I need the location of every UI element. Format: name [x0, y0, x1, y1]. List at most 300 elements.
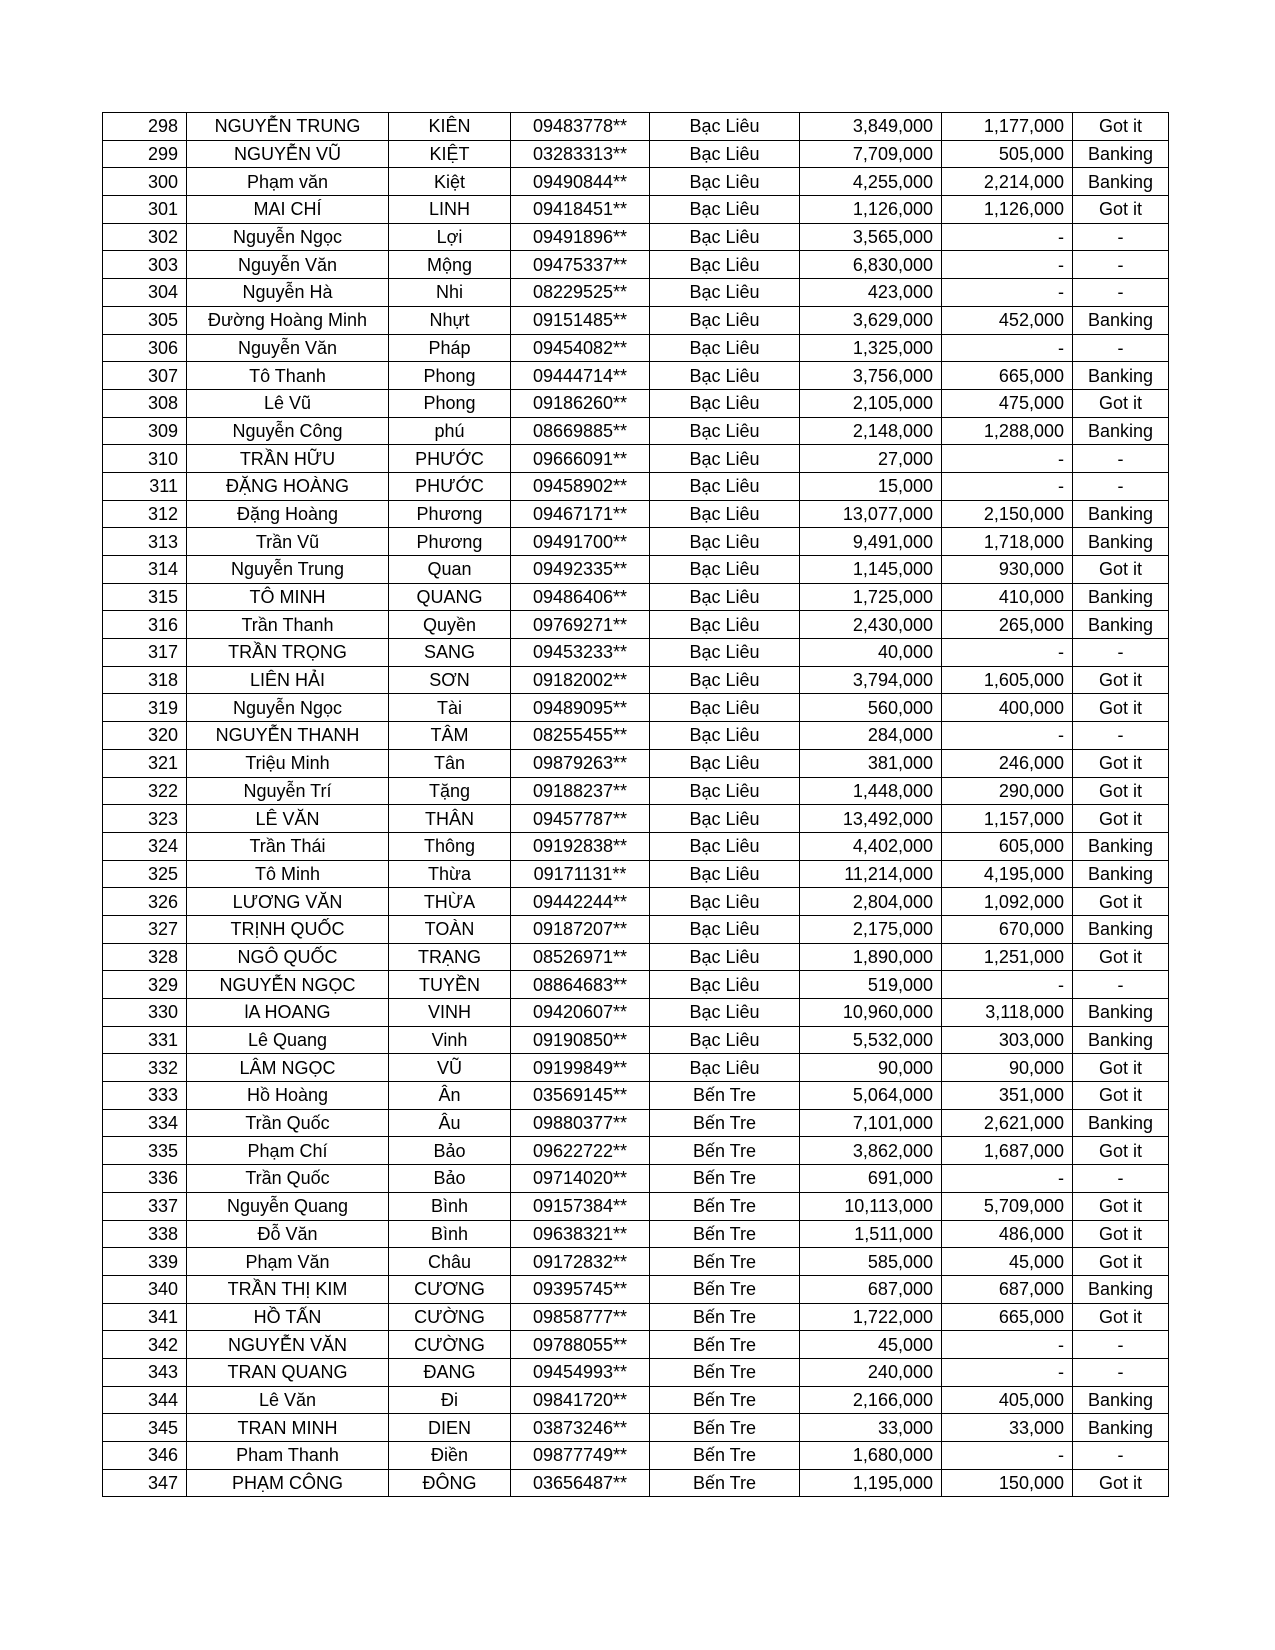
table-row	[103, 1082, 1169, 1110]
row-number-cell: 298	[103, 113, 187, 141]
table-row	[103, 362, 1169, 390]
method-cell: Banking	[1073, 362, 1169, 390]
province-cell: Bến Tre	[650, 1165, 800, 1193]
last-name-cell: Lê Văn	[187, 1386, 389, 1414]
first-name-cell: Đi	[389, 1386, 511, 1414]
paid-cell: 1,605,000	[942, 666, 1073, 694]
province-cell: Bến Tre	[650, 1137, 800, 1165]
row-number-cell: 334	[103, 1109, 187, 1137]
amount-cell: 7,101,000	[800, 1109, 942, 1137]
first-name-cell: VŨ	[389, 1054, 511, 1082]
row-number-cell: 301	[103, 196, 187, 224]
first-name-cell: Pháp	[389, 334, 511, 362]
last-name-cell: Trần Thái	[187, 832, 389, 860]
paid-cell: 1,251,000	[942, 943, 1073, 971]
amount-cell: 585,000	[800, 1248, 942, 1276]
row-number-cell: 303	[103, 251, 187, 279]
amount-cell: 3,849,000	[800, 113, 942, 141]
first-name-cell: Kiệt	[389, 168, 511, 196]
last-name-cell: NGÔ QUỐC	[187, 943, 389, 971]
amount-cell: 1,680,000	[800, 1442, 942, 1470]
table-row	[103, 1331, 1169, 1359]
first-name-cell: phú	[389, 417, 511, 445]
amount-cell: 1,890,000	[800, 943, 942, 971]
phone-cell: 09395745**	[511, 1275, 650, 1303]
first-name-cell: SƠN	[389, 666, 511, 694]
method-cell: -	[1073, 279, 1169, 307]
phone-cell: 08864683**	[511, 971, 650, 999]
row-number-cell: 329	[103, 971, 187, 999]
paid-cell: 1,177,000	[942, 113, 1073, 141]
phone-cell: 09186260**	[511, 389, 650, 417]
method-cell: Got it	[1073, 1054, 1169, 1082]
method-cell: -	[1073, 472, 1169, 500]
method-cell: Banking	[1073, 500, 1169, 528]
first-name-cell: Châu	[389, 1248, 511, 1276]
first-name-cell: CƯỜNG	[389, 1303, 511, 1331]
last-name-cell: PHẠM CÔNG	[187, 1469, 389, 1497]
province-cell: Bạc Liêu	[650, 389, 800, 417]
method-cell: Banking	[1073, 528, 1169, 556]
last-name-cell: LƯƠNG VĂN	[187, 888, 389, 916]
phone-cell: 03656487**	[511, 1469, 650, 1497]
phone-cell: 09418451**	[511, 196, 650, 224]
method-cell: Got it	[1073, 1303, 1169, 1331]
table-row	[103, 1469, 1169, 1497]
last-name-cell: Đặng Hoàng	[187, 500, 389, 528]
row-number-cell: 335	[103, 1137, 187, 1165]
table-row	[103, 1054, 1169, 1082]
row-number-cell: 347	[103, 1469, 187, 1497]
method-cell: Banking	[1073, 611, 1169, 639]
table-row	[103, 805, 1169, 833]
last-name-cell: TRẦN THỊ KIM	[187, 1275, 389, 1303]
last-name-cell: Nguyễn Trí	[187, 777, 389, 805]
province-cell: Bạc Liêu	[650, 556, 800, 584]
paid-cell: -	[942, 1331, 1073, 1359]
paid-cell: 1,126,000	[942, 196, 1073, 224]
method-cell: Banking	[1073, 832, 1169, 860]
paid-cell: 1,157,000	[942, 805, 1073, 833]
amount-cell: 560,000	[800, 694, 942, 722]
amount-cell: 2,430,000	[800, 611, 942, 639]
phone-cell: 09192838**	[511, 832, 650, 860]
amount-cell: 6,830,000	[800, 251, 942, 279]
table-row	[103, 1303, 1169, 1331]
method-cell: -	[1073, 1165, 1169, 1193]
paid-cell: 90,000	[942, 1054, 1073, 1082]
phone-cell: 09171131**	[511, 860, 650, 888]
first-name-cell: QUANG	[389, 583, 511, 611]
method-cell: Got it	[1073, 777, 1169, 805]
phone-cell: 09151485**	[511, 306, 650, 334]
last-name-cell: Nguyễn Ngọc	[187, 694, 389, 722]
province-cell: Bạc Liêu	[650, 583, 800, 611]
last-name-cell: TRỊNH QUỐC	[187, 915, 389, 943]
last-name-cell: Đỗ Văn	[187, 1220, 389, 1248]
method-cell: Got it	[1073, 1082, 1169, 1110]
method-cell: Got it	[1073, 1469, 1169, 1497]
phone-cell: 09492335**	[511, 556, 650, 584]
table-row	[103, 140, 1169, 168]
row-number-cell: 339	[103, 1248, 187, 1276]
province-cell: Bạc Liêu	[650, 223, 800, 251]
phone-cell: 09491700**	[511, 528, 650, 556]
row-number-cell: 308	[103, 389, 187, 417]
row-number-cell: 300	[103, 168, 187, 196]
last-name-cell: Nguyễn Trung	[187, 556, 389, 584]
table-row	[103, 999, 1169, 1027]
table-row	[103, 639, 1169, 667]
first-name-cell: PHƯỚC	[389, 472, 511, 500]
amount-cell: 1,126,000	[800, 196, 942, 224]
first-name-cell: VINH	[389, 999, 511, 1027]
last-name-cell: Đường Hoàng Minh	[187, 306, 389, 334]
first-name-cell: Tân	[389, 749, 511, 777]
table-body	[103, 113, 1169, 1497]
method-cell: Got it	[1073, 113, 1169, 141]
first-name-cell: Mộng	[389, 251, 511, 279]
paid-cell: -	[942, 279, 1073, 307]
paid-cell: 2,150,000	[942, 500, 1073, 528]
table-row	[103, 251, 1169, 279]
paid-cell: -	[942, 472, 1073, 500]
method-cell: Banking	[1073, 1026, 1169, 1054]
first-name-cell: Ân	[389, 1082, 511, 1110]
last-name-cell: Trần Vũ	[187, 528, 389, 556]
amount-cell: 4,255,000	[800, 168, 942, 196]
first-name-cell: ĐÔNG	[389, 1469, 511, 1497]
amount-cell: 45,000	[800, 1331, 942, 1359]
province-cell: Bạc Liêu	[650, 639, 800, 667]
amount-cell: 40,000	[800, 639, 942, 667]
last-name-cell: TRAN QUANG	[187, 1358, 389, 1386]
first-name-cell: KIỆT	[389, 140, 511, 168]
amount-cell: 1,195,000	[800, 1469, 942, 1497]
province-cell: Bạc Liêu	[650, 196, 800, 224]
table-row	[103, 749, 1169, 777]
method-cell: Banking	[1073, 1386, 1169, 1414]
paid-cell: 400,000	[942, 694, 1073, 722]
paid-cell: 303,000	[942, 1026, 1073, 1054]
phone-cell: 09182002**	[511, 666, 650, 694]
table-row	[103, 943, 1169, 971]
phone-cell: 09199849**	[511, 1054, 650, 1082]
row-number-cell: 331	[103, 1026, 187, 1054]
table-row	[103, 583, 1169, 611]
amount-cell: 1,448,000	[800, 777, 942, 805]
last-name-cell: LIÊN HẢI	[187, 666, 389, 694]
table-row	[103, 1165, 1169, 1193]
table-row	[103, 1109, 1169, 1137]
amount-cell: 1,325,000	[800, 334, 942, 362]
province-cell: Bạc Liêu	[650, 362, 800, 390]
method-cell: Got it	[1073, 1248, 1169, 1276]
last-name-cell: Pham Thanh	[187, 1442, 389, 1470]
amount-cell: 1,722,000	[800, 1303, 942, 1331]
phone-cell: 09841720**	[511, 1386, 650, 1414]
last-name-cell: Lê Vũ	[187, 389, 389, 417]
amount-cell: 27,000	[800, 445, 942, 473]
row-number-cell: 341	[103, 1303, 187, 1331]
table-row	[103, 334, 1169, 362]
row-number-cell: 330	[103, 999, 187, 1027]
table-row	[103, 1414, 1169, 1442]
last-name-cell: Phạm Chí	[187, 1137, 389, 1165]
paid-cell: 2,621,000	[942, 1109, 1073, 1137]
last-name-cell: Triệu Minh	[187, 749, 389, 777]
last-name-cell: Nguyễn Ngọc	[187, 223, 389, 251]
last-name-cell: Hồ Hoàng	[187, 1082, 389, 1110]
method-cell: Banking	[1073, 999, 1169, 1027]
table-row	[103, 417, 1169, 445]
paid-cell: 410,000	[942, 583, 1073, 611]
amount-cell: 4,402,000	[800, 832, 942, 860]
paid-cell: 475,000	[942, 389, 1073, 417]
table-row	[103, 1442, 1169, 1470]
first-name-cell: Thông	[389, 832, 511, 860]
last-name-cell: Trần Quốc	[187, 1165, 389, 1193]
row-number-cell: 322	[103, 777, 187, 805]
first-name-cell: Điền	[389, 1442, 511, 1470]
table-row	[103, 888, 1169, 916]
amount-cell: 10,960,000	[800, 999, 942, 1027]
table-row	[103, 1137, 1169, 1165]
table-row	[103, 113, 1169, 141]
row-number-cell: 311	[103, 472, 187, 500]
row-number-cell: 321	[103, 749, 187, 777]
phone-cell: 09187207**	[511, 915, 650, 943]
paid-cell: -	[942, 639, 1073, 667]
amount-cell: 11,214,000	[800, 860, 942, 888]
first-name-cell: Bình	[389, 1192, 511, 1220]
method-cell: Banking	[1073, 860, 1169, 888]
row-number-cell: 320	[103, 722, 187, 750]
row-number-cell: 332	[103, 1054, 187, 1082]
province-cell: Bến Tre	[650, 1386, 800, 1414]
row-number-cell: 328	[103, 943, 187, 971]
province-cell: Bạc Liêu	[650, 915, 800, 943]
last-name-cell: Trần Thanh	[187, 611, 389, 639]
phone-cell: 09769271**	[511, 611, 650, 639]
row-number-cell: 336	[103, 1165, 187, 1193]
province-cell: Bạc Liêu	[650, 777, 800, 805]
paid-cell: 1,288,000	[942, 417, 1073, 445]
last-name-cell: Lê Quang	[187, 1026, 389, 1054]
method-cell: Got it	[1073, 1137, 1169, 1165]
method-cell: Got it	[1073, 556, 1169, 584]
last-name-cell: ĐẶNG HOÀNG	[187, 472, 389, 500]
last-name-cell: LÊ VĂN	[187, 805, 389, 833]
phone-cell: 09157384**	[511, 1192, 650, 1220]
amount-cell: 10,113,000	[800, 1192, 942, 1220]
last-name-cell: Tô Minh	[187, 860, 389, 888]
amount-cell: 2,804,000	[800, 888, 942, 916]
paid-cell: 930,000	[942, 556, 1073, 584]
method-cell: Banking	[1073, 140, 1169, 168]
province-cell: Bạc Liêu	[650, 113, 800, 141]
row-number-cell: 325	[103, 860, 187, 888]
amount-cell: 3,794,000	[800, 666, 942, 694]
province-cell: Bạc Liêu	[650, 528, 800, 556]
province-cell: Bạc Liêu	[650, 832, 800, 860]
method-cell: -	[1073, 971, 1169, 999]
amount-cell: 5,064,000	[800, 1082, 942, 1110]
phone-cell: 09188237**	[511, 777, 650, 805]
row-number-cell: 314	[103, 556, 187, 584]
paid-cell: 486,000	[942, 1220, 1073, 1248]
phone-cell: 09454993**	[511, 1358, 650, 1386]
province-cell: Bến Tre	[650, 1303, 800, 1331]
phone-cell: 09467171**	[511, 500, 650, 528]
amount-cell: 2,148,000	[800, 417, 942, 445]
province-cell: Bạc Liêu	[650, 943, 800, 971]
last-name-cell: NGUYỄN THANH	[187, 722, 389, 750]
paid-cell: 33,000	[942, 1414, 1073, 1442]
last-name-cell: NGUYỄN TRUNG	[187, 113, 389, 141]
province-cell: Bạc Liêu	[650, 722, 800, 750]
amount-cell: 519,000	[800, 971, 942, 999]
row-number-cell: 319	[103, 694, 187, 722]
first-name-cell: Quan	[389, 556, 511, 584]
phone-cell: 09490844**	[511, 168, 650, 196]
last-name-cell: TÔ MINH	[187, 583, 389, 611]
first-name-cell: Tặng	[389, 777, 511, 805]
first-name-cell: THÂN	[389, 805, 511, 833]
phone-cell: 09489095**	[511, 694, 650, 722]
row-number-cell: 342	[103, 1331, 187, 1359]
table-row	[103, 832, 1169, 860]
paid-cell: 505,000	[942, 140, 1073, 168]
method-cell: Got it	[1073, 1220, 1169, 1248]
first-name-cell: Nhi	[389, 279, 511, 307]
method-cell: Got it	[1073, 1192, 1169, 1220]
row-number-cell: 338	[103, 1220, 187, 1248]
phone-cell: 09877749**	[511, 1442, 650, 1470]
first-name-cell: KIÊN	[389, 113, 511, 141]
province-cell: Bến Tre	[650, 1248, 800, 1276]
last-name-cell: HỒ TẤN	[187, 1303, 389, 1331]
amount-cell: 9,491,000	[800, 528, 942, 556]
row-number-cell: 323	[103, 805, 187, 833]
table-row	[103, 389, 1169, 417]
paid-cell: -	[942, 722, 1073, 750]
table-row	[103, 445, 1169, 473]
paid-cell: -	[942, 334, 1073, 362]
phone-cell: 09622722**	[511, 1137, 650, 1165]
row-number-cell: 340	[103, 1275, 187, 1303]
last-name-cell: Nguyễn Công	[187, 417, 389, 445]
last-name-cell: Nguyễn Quang	[187, 1192, 389, 1220]
first-name-cell: TOÀN	[389, 915, 511, 943]
method-cell: -	[1073, 445, 1169, 473]
first-name-cell: Phong	[389, 362, 511, 390]
province-cell: Bạc Liêu	[650, 749, 800, 777]
row-number-cell: 307	[103, 362, 187, 390]
first-name-cell: ĐANG	[389, 1358, 511, 1386]
method-cell: Got it	[1073, 389, 1169, 417]
paid-cell: 1,687,000	[942, 1137, 1073, 1165]
table-row	[103, 1192, 1169, 1220]
phone-cell: 09457787**	[511, 805, 650, 833]
province-cell: Bạc Liêu	[650, 445, 800, 473]
amount-cell: 423,000	[800, 279, 942, 307]
last-name-cell: TRẦN HỮU	[187, 445, 389, 473]
row-number-cell: 306	[103, 334, 187, 362]
province-cell: Bạc Liêu	[650, 860, 800, 888]
table-row	[103, 1358, 1169, 1386]
province-cell: Bến Tre	[650, 1414, 800, 1442]
amount-cell: 3,629,000	[800, 306, 942, 334]
phone-cell: 09458902**	[511, 472, 650, 500]
province-cell: Bến Tre	[650, 1192, 800, 1220]
amount-cell: 90,000	[800, 1054, 942, 1082]
table-row	[103, 168, 1169, 196]
province-cell: Bạc Liêu	[650, 999, 800, 1027]
first-name-cell: TRẠNG	[389, 943, 511, 971]
method-cell: Banking	[1073, 915, 1169, 943]
last-name-cell: NGUYỄN VŨ	[187, 140, 389, 168]
first-name-cell: PHƯỚC	[389, 445, 511, 473]
last-name-cell: Phạm Văn	[187, 1248, 389, 1276]
last-name-cell: NGUYỄN NGỌC	[187, 971, 389, 999]
paid-cell: -	[942, 1358, 1073, 1386]
table-row	[103, 196, 1169, 224]
amount-cell: 1,725,000	[800, 583, 942, 611]
amount-cell: 2,166,000	[800, 1386, 942, 1414]
row-number-cell: 327	[103, 915, 187, 943]
first-name-cell: Bình	[389, 1220, 511, 1248]
last-name-cell: NGUYỄN VĂN	[187, 1331, 389, 1359]
phone-cell: 08255455**	[511, 722, 650, 750]
last-name-cell: Phạm văn	[187, 168, 389, 196]
paid-cell: 452,000	[942, 306, 1073, 334]
method-cell: -	[1073, 223, 1169, 251]
table-row	[103, 694, 1169, 722]
phone-cell: 09858777**	[511, 1303, 650, 1331]
amount-cell: 33,000	[800, 1414, 942, 1442]
first-name-cell: Thừa	[389, 860, 511, 888]
table-row	[103, 1026, 1169, 1054]
province-cell: Bạc Liêu	[650, 694, 800, 722]
first-name-cell: CƯỜNG	[389, 1331, 511, 1359]
row-number-cell: 305	[103, 306, 187, 334]
province-cell: Bến Tre	[650, 1082, 800, 1110]
phone-cell: 09172832**	[511, 1248, 650, 1276]
phone-cell: 09483778**	[511, 113, 650, 141]
province-cell: Bạc Liêu	[650, 140, 800, 168]
row-number-cell: 316	[103, 611, 187, 639]
province-cell: Bến Tre	[650, 1469, 800, 1497]
table-row	[103, 860, 1169, 888]
province-cell: Bạc Liêu	[650, 417, 800, 445]
first-name-cell: THỪA	[389, 888, 511, 916]
province-cell: Bạc Liêu	[650, 971, 800, 999]
paid-cell: 687,000	[942, 1275, 1073, 1303]
table-row	[103, 528, 1169, 556]
table-row	[103, 1248, 1169, 1276]
phone-cell: 09442244**	[511, 888, 650, 916]
method-cell: -	[1073, 251, 1169, 279]
row-number-cell: 315	[103, 583, 187, 611]
phone-cell: 08229525**	[511, 279, 650, 307]
phone-cell: 09666091**	[511, 445, 650, 473]
method-cell: Got it	[1073, 749, 1169, 777]
phone-cell: 08526971**	[511, 943, 650, 971]
last-name-cell: LÂM NGỌC	[187, 1054, 389, 1082]
amount-cell: 3,565,000	[800, 223, 942, 251]
amount-cell: 687,000	[800, 1275, 942, 1303]
